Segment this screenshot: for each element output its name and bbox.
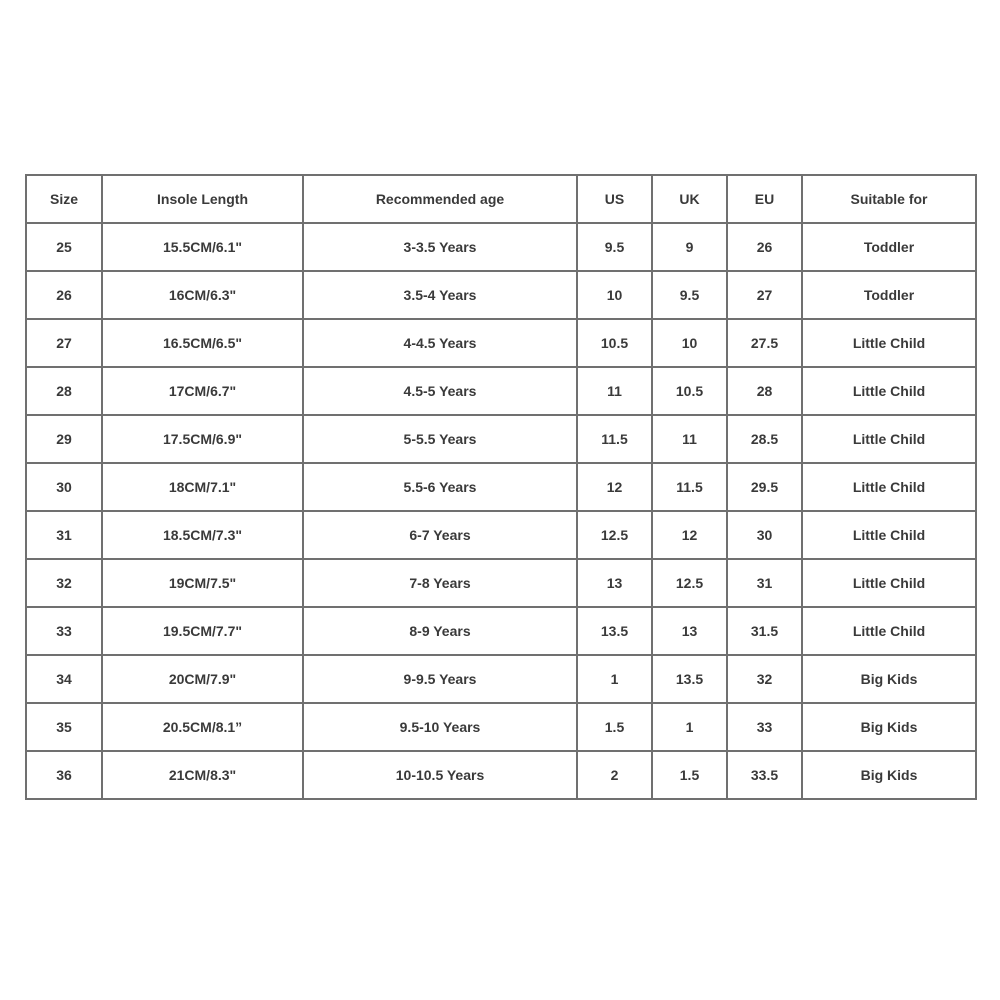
table-row [26,607,976,655]
cell-suitable-for: Big Kids [802,655,976,703]
cell-eu: 31.5 [727,607,802,655]
cell-recommended-age: 9-9.5 Years [303,655,577,703]
table-row [26,319,976,367]
table-row [26,463,976,511]
cell-suitable-for: Little Child [802,415,976,463]
table-row [26,415,976,463]
cell-uk: 10 [652,319,727,367]
cell-eu: 28 [727,367,802,415]
table-row [26,367,976,415]
cell-recommended-age: 4-4.5 Years [303,319,577,367]
cell-insole-length: 20.5CM/8.1” [102,703,303,751]
cell-us: 11 [577,367,652,415]
table-row [26,559,976,607]
header-insole-length: Insole Length [102,175,303,223]
cell-insole-length: 18.5CM/7.3" [102,511,303,559]
table-body [26,223,976,799]
header-us: US [577,175,652,223]
table-row [26,703,976,751]
cell-recommended-age: 8-9 Years [303,607,577,655]
cell-suitable-for: Little Child [802,559,976,607]
header-row [26,175,976,223]
cell-uk: 1.5 [652,751,727,799]
cell-uk: 11.5 [652,463,727,511]
cell-suitable-for: Little Child [802,511,976,559]
cell-recommended-age: 5.5-6 Years [303,463,577,511]
cell-suitable-for: Little Child [802,607,976,655]
cell-us: 11.5 [577,415,652,463]
cell-size: 29 [26,415,102,463]
cell-us: 13 [577,559,652,607]
cell-recommended-age: 3-3.5 Years [303,223,577,271]
cell-suitable-for: Toddler [802,223,976,271]
cell-eu: 27 [727,271,802,319]
cell-recommended-age: 4.5-5 Years [303,367,577,415]
cell-size: 28 [26,367,102,415]
cell-insole-length: 20CM/7.9" [102,655,303,703]
cell-size: 27 [26,319,102,367]
cell-uk: 11 [652,415,727,463]
cell-eu: 26 [727,223,802,271]
cell-uk: 10.5 [652,367,727,415]
cell-us: 10 [577,271,652,319]
cell-insole-length: 19CM/7.5" [102,559,303,607]
cell-insole-length: 17.5CM/6.9" [102,415,303,463]
cell-size: 26 [26,271,102,319]
cell-size: 34 [26,655,102,703]
cell-eu: 33 [727,703,802,751]
cell-us: 2 [577,751,652,799]
table-row [26,511,976,559]
cell-uk: 9.5 [652,271,727,319]
cell-insole-length: 21CM/8.3" [102,751,303,799]
size-chart-table [25,174,977,800]
cell-uk: 12 [652,511,727,559]
cell-insole-length: 18CM/7.1" [102,463,303,511]
table-row [26,655,976,703]
cell-size: 35 [26,703,102,751]
cell-suitable-for: Little Child [802,463,976,511]
cell-recommended-age: 9.5-10 Years [303,703,577,751]
cell-eu: 32 [727,655,802,703]
cell-eu: 31 [727,559,802,607]
cell-eu: 30 [727,511,802,559]
table-row [26,223,976,271]
cell-insole-length: 16CM/6.3" [102,271,303,319]
cell-recommended-age: 3.5-4 Years [303,271,577,319]
cell-insole-length: 17CM/6.7" [102,367,303,415]
cell-eu: 28.5 [727,415,802,463]
cell-uk: 13 [652,607,727,655]
cell-size: 25 [26,223,102,271]
header-size: Size [26,175,102,223]
cell-suitable-for: Little Child [802,367,976,415]
cell-recommended-age: 5-5.5 Years [303,415,577,463]
table-row [26,271,976,319]
cell-size: 36 [26,751,102,799]
cell-size: 30 [26,463,102,511]
cell-us: 13.5 [577,607,652,655]
header-recommended-age: Recommended age [303,175,577,223]
cell-insole-length: 19.5CM/7.7" [102,607,303,655]
cell-size: 32 [26,559,102,607]
cell-recommended-age: 6-7 Years [303,511,577,559]
cell-us: 1.5 [577,703,652,751]
cell-suitable-for: Big Kids [802,703,976,751]
cell-suitable-for: Big Kids [802,751,976,799]
cell-eu: 33.5 [727,751,802,799]
cell-us: 10.5 [577,319,652,367]
cell-suitable-for: Little Child [802,319,976,367]
header-suitable-for: Suitable for [802,175,976,223]
cell-us: 12 [577,463,652,511]
cell-recommended-age: 10-10.5 Years [303,751,577,799]
cell-eu: 29.5 [727,463,802,511]
cell-uk: 1 [652,703,727,751]
header-uk: UK [652,175,727,223]
cell-us: 1 [577,655,652,703]
cell-recommended-age: 7-8 Years [303,559,577,607]
cell-size: 33 [26,607,102,655]
cell-insole-length: 16.5CM/6.5" [102,319,303,367]
cell-insole-length: 15.5CM/6.1" [102,223,303,271]
cell-us: 12.5 [577,511,652,559]
cell-uk: 9 [652,223,727,271]
cell-uk: 13.5 [652,655,727,703]
cell-suitable-for: Toddler [802,271,976,319]
cell-eu: 27.5 [727,319,802,367]
table-row [26,751,976,799]
header-eu: EU [727,175,802,223]
cell-uk: 12.5 [652,559,727,607]
cell-us: 9.5 [577,223,652,271]
cell-size: 31 [26,511,102,559]
